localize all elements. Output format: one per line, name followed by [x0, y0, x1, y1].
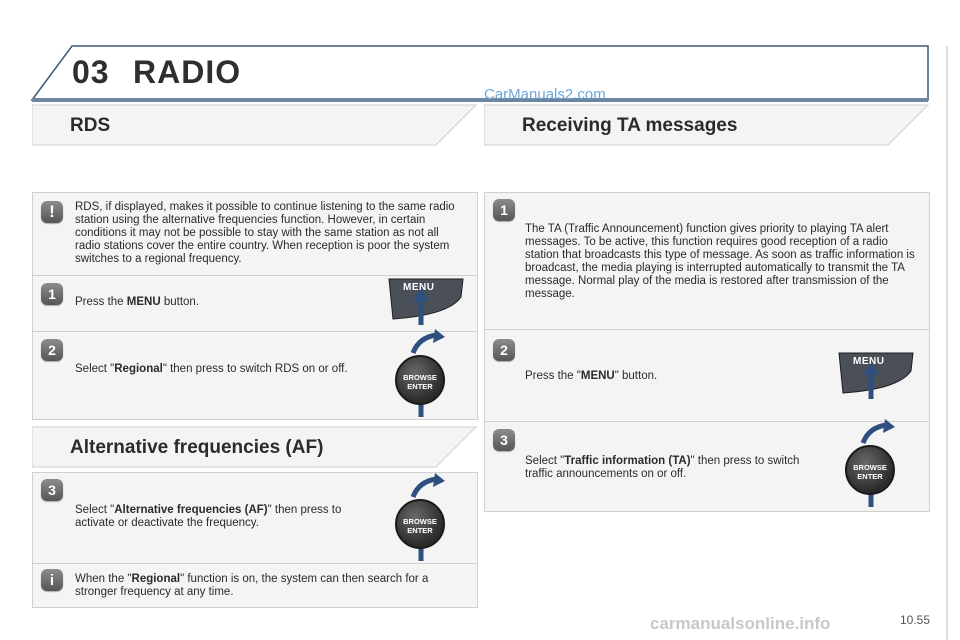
menu-key-illustration — [383, 275, 467, 329]
step-3-badge: 3 — [41, 479, 63, 501]
step-2-text: Select "Regional" then press to switch RDS on or off. — [75, 363, 348, 375]
browse-enter-knob — [391, 329, 451, 419]
rds-panel — [32, 192, 478, 420]
rds-heading: RDS — [70, 115, 111, 136]
step-1-badge: 1 — [493, 199, 515, 221]
ta-heading: Receiving TA messages — [522, 115, 738, 136]
page-number: 10.55 — [900, 613, 931, 627]
ta-panel — [484, 192, 930, 512]
divider — [485, 329, 929, 330]
step-1-badge: 1 — [41, 283, 63, 305]
step-3-badge: 3 — [493, 429, 515, 451]
knob-label-browse: BROWSE — [403, 373, 437, 382]
menu-key-illustration — [833, 349, 917, 403]
knob-label-browse: BROWSE — [403, 517, 437, 526]
menu-key-label: MENU — [853, 356, 885, 367]
chapter-number: 03 — [72, 54, 110, 90]
divider — [33, 563, 477, 564]
knob-label-enter: ENTER — [407, 526, 433, 535]
watermark-top: CarManuals2.com — [484, 86, 606, 103]
ta-step-3-text: Select "Traffic information (TA)" then press to switch traffic announcements on or off. — [525, 455, 800, 480]
watermark-bottom: carmanualsonline.info — [650, 614, 831, 633]
knob-label-enter: ENTER — [857, 472, 883, 481]
step-2-badge: 2 — [41, 339, 63, 361]
step-1-text: Press the MENU button. — [75, 296, 200, 308]
rds-note-text: RDS, if displayed, makes it possible to continue listening to the same radio station using the alternative frequencies function. However, in certain conditions it may not be possible to stay with the same station as not all radio stations cover the entire country. When reception is poor the system switches to a regional frequency. — [75, 201, 455, 265]
ta-section-heading — [484, 104, 930, 146]
info-text: When the "Regional" function is on, the system can then search for a stronger frequency at any time. — [75, 573, 429, 598]
ta-step-1-text: The TA (Traffic Announcement) function gives priority to playing TA alert messages. To be active, this function requires good reception of a radio station that broadcasts this type of message. As soon as traffic information is broadcast, the media playing is interrupted automatically to transmit the TA message. Normal play of the media is restored after transmission of the message. — [525, 223, 915, 300]
step-3-text: Select "Alternative frequencies (AF)" then press to activate or deactivate the frequency. — [75, 504, 342, 529]
chapter-title: RADIO — [133, 54, 242, 90]
info-icon: i — [41, 569, 63, 591]
browse-enter-knob — [391, 473, 451, 563]
af-heading: Alternative frequencies (AF) — [70, 437, 324, 458]
knob-label-enter: ENTER — [407, 382, 433, 391]
rds-section-heading — [32, 104, 478, 146]
ta-step-2-text: Press the "MENU" button. — [525, 370, 658, 382]
browse-enter-knob — [841, 419, 901, 509]
af-panel — [32, 472, 478, 608]
warning-icon: ! — [41, 201, 63, 223]
menu-key-label: MENU — [403, 282, 435, 293]
page-edge-rule — [946, 46, 948, 640]
step-2-badge: 2 — [493, 339, 515, 361]
af-section-heading — [32, 426, 478, 468]
knob-label-browse: BROWSE — [853, 463, 887, 472]
